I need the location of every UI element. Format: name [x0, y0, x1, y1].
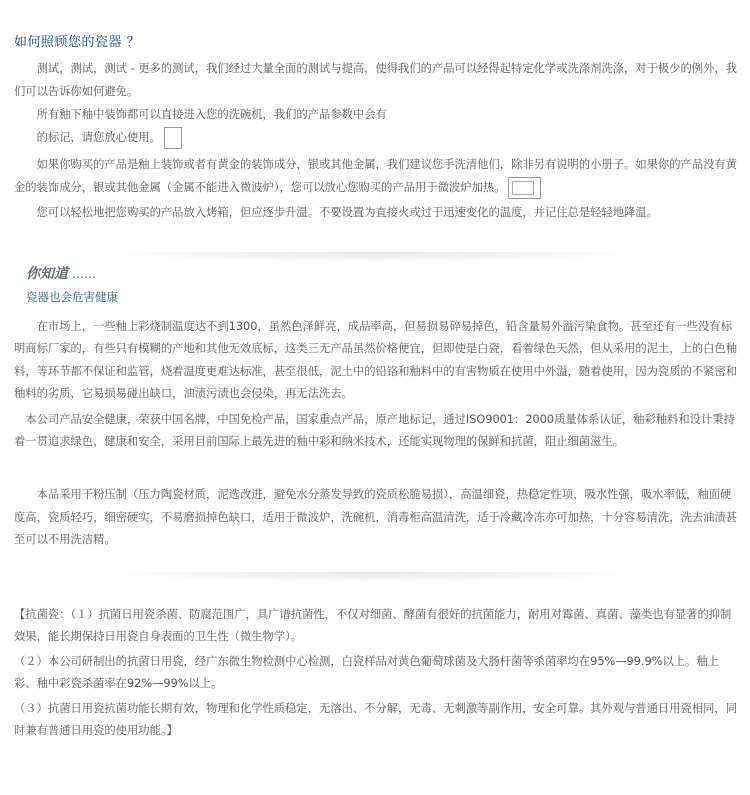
- did-you-know-subtitle: 瓷器也会危害健康: [26, 290, 118, 304]
- section-divider: [100, 252, 650, 262]
- know-paragraph-market: 在市场上，一些釉上彩烧制温度达不到1300，虽然色泽鲜亮，成品率高，但易损易碎易掉色，铅含量易外溢污染食物。甚至还有一些没有标明商标厂家的，有些只有模糊的产地和其他无效底标，这类三无产品虽然价格便宜，但即使是白瓷，看着绿色天然，但从采用的泥土，上的白色釉料，等环节都不保证和监管，烧着温度更难达标准，甚至很低，泥土中的铅铬和釉料中的有害物质在使用中外溢，随着使用，因为瓷质的不紧密和釉料的劣质，它易损易碰出缺口，油渍污渍也会侵染，再无法洗去。: [14, 320, 738, 400]
- care-paragraph-dishwasher: 所有釉下釉中装饰都可以直接进入您的洗碗机，我们的产品参数中会有: [14, 108, 387, 121]
- ellipsis: ……: [72, 267, 96, 281]
- care-metal-text: 如果你购买的产品是釉上装饰或者有黄金的装饰成分，银或其他金属，我们建议您手洗清他们，除非另有说明的小册子。如果你的产品没有黄金的装饰成分，银或其他金属（金属不能进入微波炉），您可以放心您购买的产品用于微波炉加热。: [14, 158, 738, 194]
- antibac-paragraph-1: 【抗菌瓷：（１）抗菌日用瓷杀菌、防腐范围广，具广谱抗菌性，不仅对细菌、酵菌有很好的抗菌能力，耐用对霉菌、真菌、藻类也有显著的抑制效果，能长期保持日用瓷自身表面的卫生性（微生物学）。: [14, 608, 732, 644]
- care-paragraph-testing: 测试，测试，测试 - 更多的测试，我们经过大量全面的测试与提高，使得我们的产品可以经得起特定化学或洗涤剂洗涤，对于极少的例外，我们可以告诉你如何避免。: [14, 62, 737, 98]
- did-you-know-label: 你知道: [26, 266, 68, 282]
- section-divider-2: [100, 572, 650, 582]
- did-you-know-title: [26, 263, 96, 283]
- care-paragraph-mark: [14, 127, 738, 150]
- dishwasher-safe-icon: [164, 127, 182, 149]
- care-mark-text: 的标记，请您放心使用。: [14, 131, 161, 144]
- know-paragraph-company: 本公司产品安全健康，荣获中国名牌，中国免检产品，国家重点产品，原产地标记，通过ISO9001：2000质量体系认证，釉彩釉料和设计秉持着一贯追求绿色，健康和安全，采用目前国际上最先进的釉中彩和纳米技术，还能实现物理的保鲜和抗菌，阻止细菌滋生。: [14, 413, 735, 449]
- page-title: 如何照顾您的瓷器 ？: [14, 35, 141, 50]
- antibac-paragraph-3: （３）抗菌日用瓷抗菌功能长期有效，物理和化学性质稳定，无溶出、不分解，无毒、无刺激等副作用，安全可靠。其外观与普通日用瓷相同，同时兼有普通日用瓷的使用功能。】: [14, 702, 738, 738]
- antibac-paragraph-2: （２）本公司研制出的抗菌日用瓷，经广东微生物检测中心检测，白瓷样品对黄色葡萄球菌及大肠杆菌等杀菌率均在95%—99.9%以上。釉上彩、釉中彩瓷杀菌率在92%—99%以上。: [14, 655, 719, 691]
- care-paragraph-oven: 您可以轻松地把您购买的产品放入烤箱，但应逐步升温。不要设置为直接火或过于迅速变化的温度，并记住总是轻轻地降温。: [14, 206, 658, 219]
- microwave-safe-icon: [508, 177, 541, 199]
- care-paragraph-metal: [14, 154, 742, 199]
- know-paragraph-product: 本品采用干粉压制（压力陶瓷材质，泥选改进，避免水分蒸发导致的瓷质松脆易损），高温细瓷，热稳定性项，吸水性强，吸水率低，釉面硬度高，瓷质轻巧，细密硬实，不易磨损掉色缺口，适用于微波炉，洗碗机，消毒柜高温清洗，适于冷藏冷冻亦可加热，十分容易清洗，洗去油渍甚至可以不用洗洁精。: [14, 488, 738, 546]
